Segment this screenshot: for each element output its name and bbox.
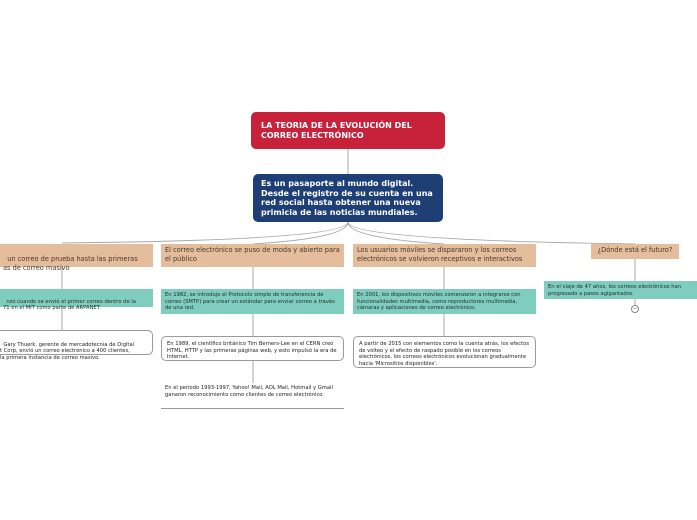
branch-3-item-2[interactable] <box>353 336 536 368</box>
branch-3-item-2-text: A partir de 2015 con elementos como la cuenta atrás, los efectos de volteo y el efecto de raspado posible en los correos electrónicos, los correos electrónicos evolucionan gradualmente hacia 'Micrositios disponibles'. <box>359 341 530 367</box>
branch-2-item-1[interactable] <box>161 289 344 314</box>
branch-1-item-2[interactable] <box>0 330 153 361</box>
root-topic[interactable] <box>251 112 445 149</box>
branch-1-label: un correo de prueba hasta las primeras as de correo masivo <box>3 255 138 272</box>
collapse-symbol: − <box>632 305 638 312</box>
branch-3-label: Los usuarios móviles se dispararon y los correos electrónicos se volvieron receptivos e interactivos <box>357 246 523 263</box>
branch-1-item-2-text: Gary Thuerk, gerente de mercadotecnia de Digital t Corp, envió un correo electrónico a 400 clientes, la primera instancia de correo masivo. <box>0 341 135 361</box>
collapse-toggle-icon[interactable] <box>631 305 639 313</box>
branch-2-item-2-text: En 1989, el científico británico Tim Berners-Lee en el CERN creó HTML, HTTP y las primeras páginas web, y esto impulsó la era de Internet. <box>167 341 337 361</box>
branch-2-item-3[interactable] <box>161 383 344 409</box>
branch-topic-3[interactable] <box>353 244 536 267</box>
branch-3-item-1-text: En 2001, los dispositivos móviles comenzaron a integrarse con funcionalidades multimedia, como reproductores multimedia, cámaras y aplicaciones de correo electrónico. <box>357 292 521 312</box>
branch-2-label: El correo electrónico se puso de moda y abierto para el público <box>165 246 340 263</box>
branch-2-item-2[interactable] <box>161 336 344 361</box>
branch-4-label: ¿Dónde está el futuro? <box>597 246 673 254</box>
branch-topic-2[interactable] <box>161 244 344 267</box>
root-title: LA TEORIA DE LA EVOLUCIÓN DEL CORREO ELECTRÓNICO <box>261 121 412 140</box>
branch-3-item-1[interactable] <box>353 289 536 314</box>
summary-text: Es un pasaporte al mundo digital. Desde el registro de su cuenta en una red social hasta obtener una nueva primicia de las noticias mundiales. <box>261 179 433 217</box>
branch-4-item-1-text: En el viaje de 47 años, los correos electrónicos han progresado a pasos agigantados <box>548 284 682 297</box>
branch-topic-1[interactable] <box>0 244 153 272</box>
summary-topic[interactable] <box>253 174 443 222</box>
branch-2-item-1-text: En 1982, se introdujo el Protocolo simple de transferencia de correo (SMTP) para crear un estándar para enviar correo a través de una red. <box>165 292 335 312</box>
branch-1-item-1-text: nzó cuando se envió el primer correo dentro de la 71 en el MIT como parte de ARPANET. <box>3 298 136 312</box>
branch-1-item-1[interactable] <box>0 289 153 312</box>
branch-topic-4[interactable] <box>591 244 679 259</box>
branch-4-item-1[interactable] <box>544 281 697 299</box>
branch-2-item-3-text: En el periodo 1993-1997, Yahoo! Mail, AOL Mail, Hotmail y Gmail ganaron reconocimiento como clientes de correo electrónico. <box>165 385 333 398</box>
